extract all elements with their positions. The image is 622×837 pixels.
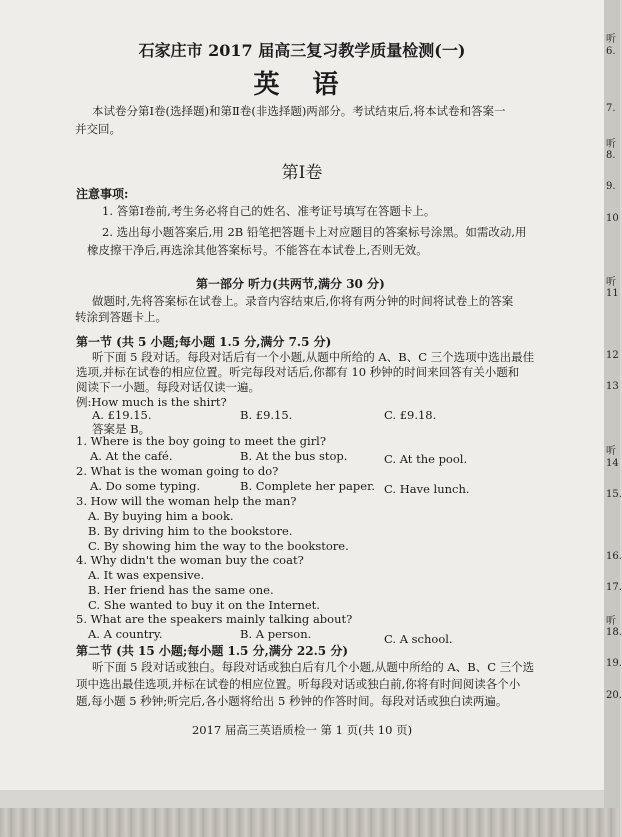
edge-fragment: 12 xyxy=(606,350,619,361)
q4-option-c: C. She wanted to buy it on the Internet. xyxy=(88,598,320,612)
question-5: 5. What are the speakers mainly talking about? xyxy=(76,612,353,626)
edge-fragment: 16. xyxy=(606,551,622,562)
notes-item-2b: 橡皮擦干净后,再选涂其他答案标号。不能答在本试卷上,否则无效。 xyxy=(87,243,428,257)
edge-fragment: 18. xyxy=(606,627,622,638)
edge-fragment: 6. xyxy=(606,46,616,57)
edge-fragment: 9. xyxy=(606,181,616,192)
edge-fragment: 听 xyxy=(606,139,616,150)
example-option-b: B. £9.15. xyxy=(240,408,293,422)
q2-option-a: A. Do some typing. xyxy=(90,479,201,493)
notes-heading: 注意事项: xyxy=(76,187,129,201)
volume-heading: 第Ⅰ卷 xyxy=(281,163,323,183)
q2-option-b: B. Complete her paper. xyxy=(240,479,375,493)
edge-fragment: 8. xyxy=(606,150,616,161)
edge-fragment: 13 xyxy=(606,381,619,392)
q1-option-a: A. At the café. xyxy=(90,449,173,463)
question-3: 3. How will the woman help the man? xyxy=(76,494,297,508)
q3-option-b: B. By driving him to the bookstore. xyxy=(88,524,293,538)
edge-fragment: 听 xyxy=(606,34,616,45)
edge-fragment: 听 xyxy=(606,616,616,627)
example-option-a: A. £19.15. xyxy=(92,408,152,422)
q1-option-b: B. At the bus stop. xyxy=(240,449,348,463)
part1-heading: 第一部分 听力(共两节,满分 30 分) xyxy=(196,277,385,291)
notes-item-2a: 2. 选出每小题答案后,用 2B 铅笔把答题卡上对应题目的答案标号涂黑。如需改动,用 xyxy=(102,225,527,239)
edge-fragment: 14 xyxy=(606,458,619,469)
edge-fragment: 11 xyxy=(606,288,619,299)
section2-desc-3: 题,每小题 5 秒钟;听完后,各小题将给出 5 秒钟的作答时间。每段对话或独白读两遍。 xyxy=(76,694,508,708)
intro-line-1: 本试卷分第Ⅰ卷(选择题)和第Ⅱ卷(非选择题)两部分。考试结束后,将本试卷和答案一 xyxy=(92,104,506,118)
section1-heading: 第一节 (共 5 小题;每小题 1.5 分,满分 7.5 分) xyxy=(76,335,332,349)
example-answer: 答案是 B。 xyxy=(92,422,151,436)
q3-option-a: A. By buying him a book. xyxy=(88,509,234,523)
part1-desc-1: 做题时,先将答案标在试卷上。录音内容结束后,你将有两分钟的时间将试卷上的答案 xyxy=(92,294,514,308)
part1-desc-2: 转涂到答题卡上。 xyxy=(75,310,167,324)
edge-fragment: 听 xyxy=(606,446,616,457)
q4-option-b: B. Her friend has the same one. xyxy=(88,583,274,597)
question-2: 2. What is the woman going to do? xyxy=(76,464,279,478)
section2-heading: 第二节 (共 15 小题;每小题 1.5 分,满分 22.5 分) xyxy=(76,644,349,658)
edge-fragment: 17. xyxy=(606,582,622,593)
q5-option-c: C. A school. xyxy=(384,632,453,646)
notes-item-1: 1. 答第Ⅰ卷前,考生务必将自己的姓名、准考证号填写在答题卡上。 xyxy=(102,204,436,218)
exam-title: 石家庄市 2017 届高三复习教学质量检测(一) xyxy=(138,41,466,60)
section1-desc-2: 选项,并标在试卷的相应位置。听完每段对话后,你都有 10 秒钟的时间来回答有关小题和 xyxy=(76,365,520,379)
binding-edge xyxy=(0,808,620,837)
section1-desc-1: 听下面 5 段对话。每段对话后有一个小题,从题中所给的 A、B、C 三个选项中选出最佳 xyxy=(92,350,535,364)
intro-line-2: 并交回。 xyxy=(75,122,121,136)
edge-fragment: 7. xyxy=(606,103,616,114)
q2-option-c: C. Have lunch. xyxy=(384,482,470,496)
edge-fragment: 听 xyxy=(606,277,616,288)
section1-desc-3: 阅读下一小题。每段对话仅读一遍。 xyxy=(76,380,260,394)
q5-option-b: B. A person. xyxy=(240,627,312,641)
q1-option-c: C. At the pool. xyxy=(384,452,468,466)
next-page-edge xyxy=(604,0,620,837)
page-footer: 2017 届高三英语质检一 第 1 页(共 10 页) xyxy=(191,723,413,737)
q5-option-a: A. A country. xyxy=(88,627,163,641)
example-option-c: C. £9.18. xyxy=(384,408,437,422)
subject-title: 英 语 xyxy=(253,70,351,100)
question-4: 4. Why didn't the woman buy the coat? xyxy=(76,553,304,567)
q4-option-a: A. It was expensive. xyxy=(88,568,205,582)
edge-fragment: 20. xyxy=(606,690,622,701)
example-question: 例:How much is the shirt? xyxy=(76,395,227,409)
q3-option-c: C. By showing him the way to the bookstore. xyxy=(88,539,349,553)
edge-fragment: 15. xyxy=(606,489,622,500)
question-1: 1. Where is the boy going to meet the girl? xyxy=(76,434,327,448)
edge-fragment: 10 xyxy=(606,213,619,224)
edge-fragment: 19. xyxy=(606,658,622,669)
section2-desc-2: 项中选出最佳选项,并标在试卷的相应位置。听每段对话或独白前,你将有时间阅读各个小 xyxy=(76,677,521,691)
section2-desc-1: 听下面 5 段对话或独白。每段对话或独白后有几个小题,从题中所给的 A、B、C 三个选 xyxy=(92,660,535,674)
